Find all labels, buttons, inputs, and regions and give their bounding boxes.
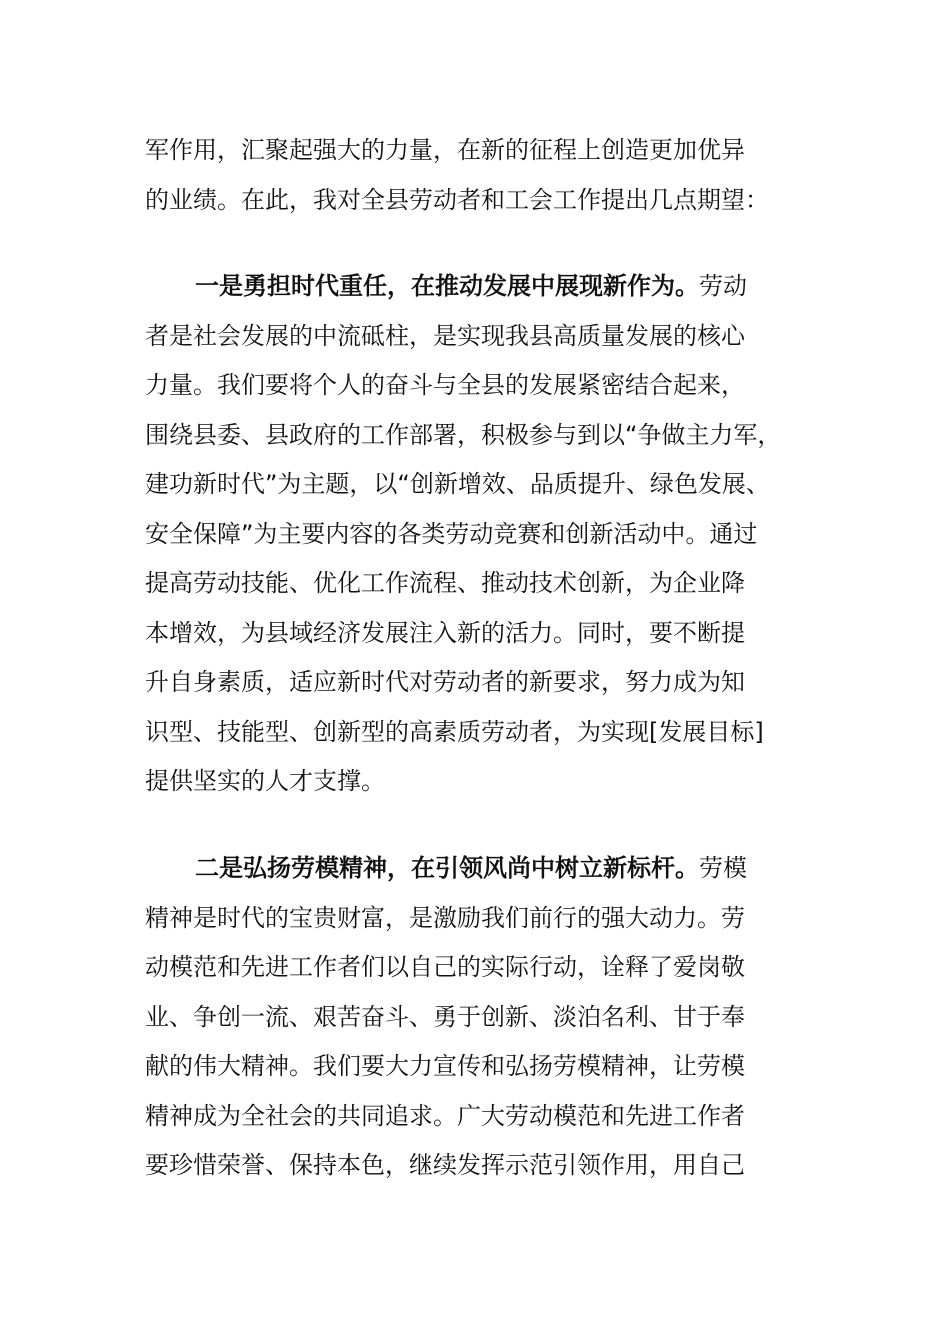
- section-two-first-line-text: 劳模: [699, 854, 747, 882]
- paragraph-line: 者是社会发展的中流砥柱，是实现我县高质量发展的核心: [145, 321, 745, 350]
- paragraph-line: 军作用，汇聚起强大的力量，在新的征程上创造更加优异: [145, 136, 745, 164]
- paragraph-line: 动模范和先进工作者们以自己的实际行动，诠释了爱岗敬: [145, 953, 745, 981]
- paragraph-line: 识型、技能型、创新型的高素质劳动者，为实现[发展目标]: [145, 717, 764, 746]
- section-two-paragraph: [145, 844, 825, 1191]
- paragraph-line: 精神成为全社会的共同追求。广大劳动模范和先进工作者: [145, 1101, 745, 1130]
- section-one-heading: 一是勇担时代重任，在推动发展中展现新作为。: [195, 272, 699, 300]
- paragraph-line: 力量。我们要将个人的奋斗与全县的发展紧密结合起来，: [145, 371, 745, 399]
- paragraph-line: 安全保障”为主要内容的各类劳动竞赛和创新活动中。通过: [145, 519, 758, 548]
- section-one-paragraph: [145, 262, 825, 807]
- paragraph-line: 的业绩。在此，我对全县劳动者和工会工作提出几点期望：: [145, 185, 769, 214]
- paragraph-line: 业、争创一流、艰苦奋斗、勇于创新、淡泊名利、甘于奉: [145, 1002, 745, 1031]
- paragraph-line: 献的伟大精神。我们要大力宣传和弘扬劳模精神，让劳模: [145, 1052, 745, 1080]
- paragraph-line: 提高劳动技能、优化工作流程、推动技术创新，为企业降: [145, 569, 745, 597]
- section-one-first-line-text: 劳动: [699, 272, 747, 300]
- intro-paragraph: [145, 126, 825, 225]
- section-two-heading: 二是弘扬劳模精神，在引领风尚中树立新标杆。: [195, 854, 699, 882]
- section-one-first-line: [145, 262, 825, 312]
- paragraph-line: 建功新时代”为主题，以“创新增效、品质提升、绿色发展、: [145, 470, 770, 498]
- paragraph-line: 本增效，为县域经济发展注入新的活力。同时，要不断提: [145, 618, 745, 647]
- paragraph-line: 升自身素质，适应新时代对劳动者的新要求，努力成为知: [145, 668, 745, 696]
- paragraph-line: 精神是时代的宝贵财富，是激励我们前行的强大动力。劳: [145, 903, 745, 932]
- section-two-first-line: [145, 844, 825, 894]
- paragraph-line: 要珍惜荣誉、保持本色，继续发挥示范引领作用，用自己: [145, 1151, 745, 1179]
- paragraph-line: 提供坚实的人才支撑。: [145, 767, 385, 795]
- paragraph-line: 围绕县委、县政府的工作部署，积极参与到以“争做主力军，: [145, 420, 782, 449]
